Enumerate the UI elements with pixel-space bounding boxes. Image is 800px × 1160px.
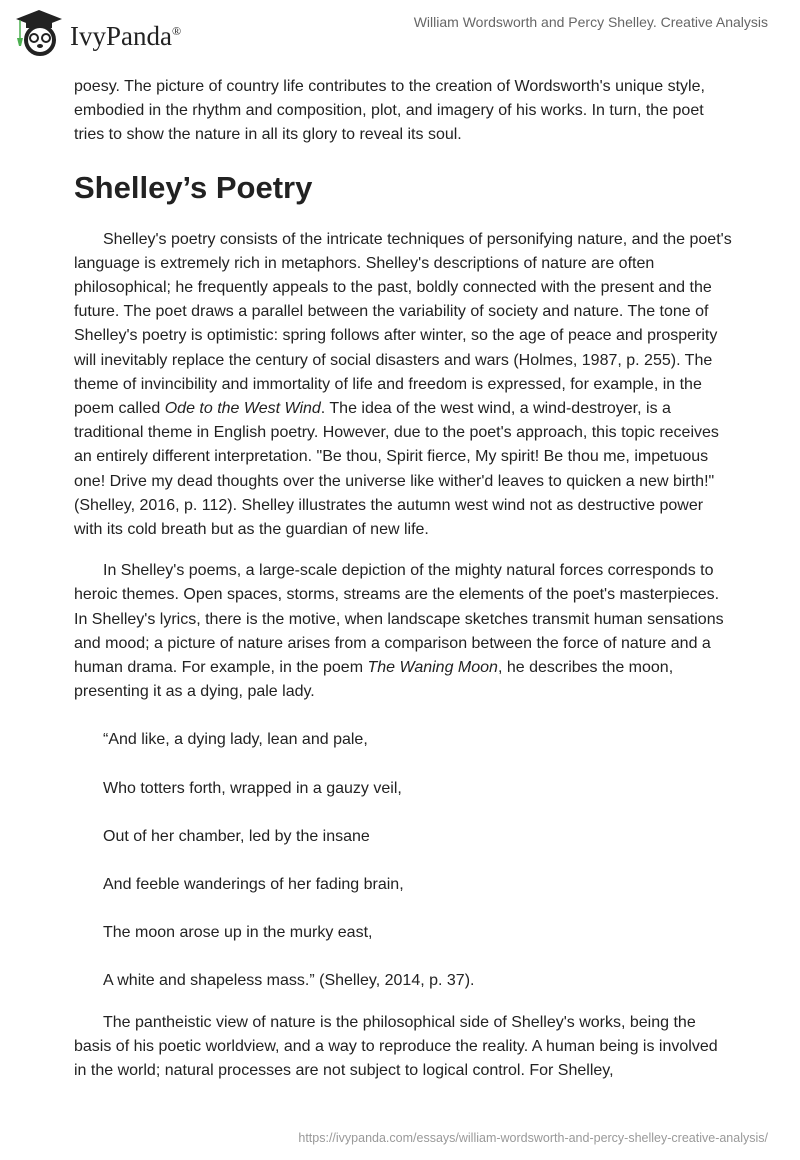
verse-line: The moon arose up in the murky east, — [103, 924, 373, 942]
header — [0, 0, 800, 60]
source-url[interactable]: https://ivypanda.com/essays/william-wordsworth-and-percy-shelley-creative-analysis/ — [298, 1131, 768, 1145]
panda-logo-icon — [14, 8, 64, 56]
verse-line: “And like, a dying lady, lean and pale, — [103, 731, 368, 749]
article-body — [74, 75, 734, 1100]
logo[interactable] — [14, 8, 181, 56]
logo-text: IvyPanda® — [70, 20, 182, 51]
paragraph: In Shelley's poems, a large-scale depiction of the mighty natural forces corresponds to heroic themes. Open spaces, storms, streams are the elements of the poet's masterpieces. In Shelley's lyrics, there is the motive, when landscape sketches transmit human sensations and mood; a picture of nature arises from a comparison between the force of nature and a human drama. For example, in the poem The Waning Moon, he describes the moon, presenting it as a dying, pale lady. — [74, 562, 724, 701]
paragraph: poesy. The picture of country life contributes to the creation of Wordsworth's unique style, embodied in the rhythm and composition, plot, and imagery of his works. In turn, the poet tries to show the nature in all its glory to reveal its soul. — [74, 78, 705, 144]
verse-line: Who totters forth, wrapped in a gauzy veil, — [103, 779, 402, 797]
verse-line: Out of her chamber, led by the insane — [103, 827, 370, 845]
paragraph: The pantheistic view of nature is the philosophical side of Shelley's works, being the basis of his poetic worldview, and a way to reproduce the reality. A human being is involved in the world; natural processes are not subject to logical control. For Shelley, — [74, 1013, 718, 1080]
verse-line: A white and shapeless mass.” (Shelley, 2014, p. 37). — [103, 972, 475, 990]
document-title: William Wordsworth and Percy Shelley. Creative Analysis — [413, 14, 768, 30]
section-heading: Shelley’s Poetry — [74, 169, 313, 205]
verse-line: And feeble wanderings of her fading brain, — [103, 876, 404, 894]
paragraph: Shelley's poetry consists of the intricate techniques of personifying nature, and the poet's language is extremely rich in metaphors. Shelley's descriptions of nature are often philosophical; he frequently appeals to the past, boldly connected with the present and the future. The poet draws a parallel between the variability of society and nature. The tone of Shelley's poetry is optimistic: spring follows after winter, so the age of peace and prosperity will inevitably replace the century of social disasters and wars (Holmes, 1987, p. 255). The theme of invincibility and immortality of life and freedom is expressed, for example, in the poem called Ode to the West Wind. The idea of the west wind, a wind-destroyer, is a traditional theme in English poetry. However, due to the poet's approach, this topic receives an entirely different interpretation. "Be thou, Spirit fierce, My spirit! Be thou me, impetuous one! Drive my dead thoughts over the universe like wither'd leaves to quicken a new birth!" (Shelley, 2016, p. 112). Shelley illustrates the autumn west wind not as destructive power with its cold breath but as the guardian of new life. — [74, 230, 732, 539]
